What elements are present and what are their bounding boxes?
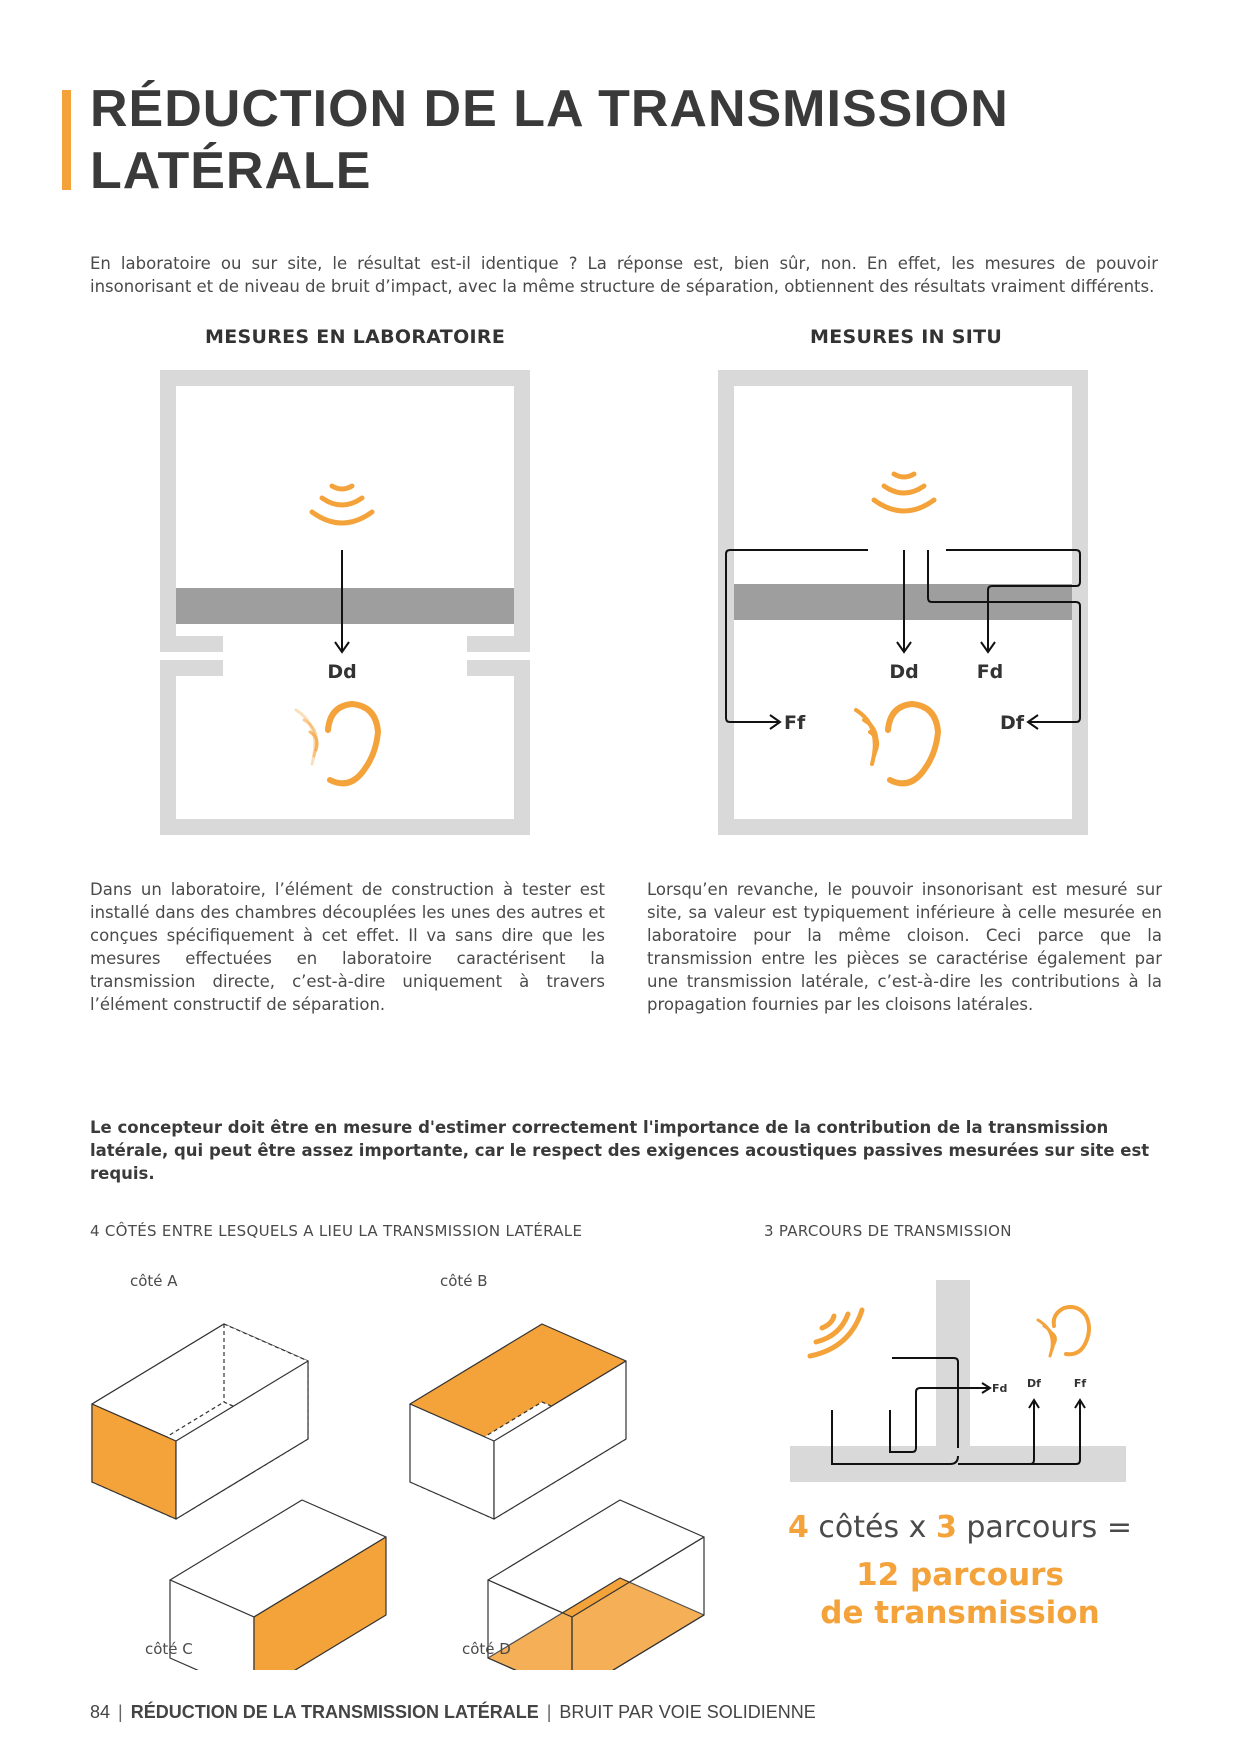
three-paths-diagram — [780, 1270, 1140, 1490]
designer-note: Le concepteur doit être en mesure d'estimer correctement l'importance de la contribution de la transmission latérale, qui peut être assez importante, car le respect des exigences acoustiques passives mesurées sur site est requis. — [90, 1118, 1150, 1183]
side-b-label: côté B — [440, 1272, 488, 1290]
page-title — [90, 78, 1009, 202]
situ-speaker-icon — [874, 474, 934, 511]
lab-speaker-icon — [312, 486, 372, 523]
situ-label-dd: Dd — [889, 661, 919, 683]
situ-ear-icon — [856, 704, 938, 783]
paths-label-fd: Fd — [992, 1382, 1008, 1395]
situ-label-ff: Ff — [784, 712, 806, 734]
situ-paragraph: Lorsqu’en revanche, le pouvoir insonorisant est mesuré sur site, sa valeur est typiquement inférieure à celle mesurée en laboratoire pour la même cloison. Ceci parce que la transmission entre les pièces se caractérise également par une transmission latérale, c’est-à-dire les contributions à la propagation fournies par les cloisons latérales. — [647, 880, 1162, 1014]
page-title-line2: LATÉRALE — [90, 142, 372, 200]
formula-line — [780, 1510, 1140, 1545]
paths-speaker-icon — [810, 1310, 862, 1356]
page-footer: 84 | RÉDUCTION DE LA TRANSMISSION LATÉRALE | BRUIT PAR VOIE SOLIDIENNE — [90, 1702, 816, 1722]
situ-title: MESURES IN SITU — [810, 326, 1003, 348]
formula-n2: 3 — [935, 1510, 957, 1545]
side-c-label: côté C — [145, 1640, 193, 1658]
result-line2: de transmission — [820, 1595, 1100, 1631]
sides-title: 4 CÔTÉS ENTRE LESQUELS A LIEU LA TRANSMISSION LATÉRALE — [90, 1222, 583, 1240]
four-sides-diagram — [80, 1270, 720, 1670]
formula-n1: 4 — [788, 1510, 809, 1545]
paths-wall — [936, 1280, 970, 1460]
lab-ear-icon — [296, 704, 378, 783]
box-side-a — [92, 1324, 308, 1519]
lab-title: MESURES EN LABORATOIRE — [205, 326, 506, 348]
lab-paragraph: Dans un laboratoire, l’élément de construction à tester est installé dans des chambres découplées les unes des autres et conçues spécifiquement à cet effet. Il va sans dire que les mesures effectuées en laboratoire caractérisent la transmission directe, c’est-à-dire uniquement à travers l’élément constructif de séparation. — [90, 880, 605, 1014]
intro-paragraph: En laboratoire ou sur site, le résultat est-il identique ? La réponse est, bien sûr, non. En effet, les mesures de pouvoir insonorisant et de niveau de bruit d’impact, avec la même structure de séparation, obtiennent des résultats vraiment différents. — [90, 254, 1158, 296]
lab-diagram — [150, 360, 540, 840]
page-title-line1: RÉDUCTION DE LA TRANSMISSION — [90, 80, 1009, 138]
footer-section: RÉDUCTION DE LA TRANSMISSION LATÉRALE — [130, 1702, 539, 1722]
formula-t1: côtés x — [808, 1510, 936, 1545]
situ-paths — [726, 550, 1080, 729]
lab-label-dd: Dd — [327, 661, 357, 683]
lab-separating-slab — [176, 588, 514, 624]
paths-ear-icon — [1038, 1307, 1089, 1356]
box-side-b — [410, 1324, 626, 1519]
box-side-c — [170, 1500, 386, 1670]
situ-label-df: Df — [999, 712, 1024, 734]
footer-chapter: BRUIT PAR VOIE SOLIDIENNE — [559, 1702, 816, 1722]
result-line1: 12 parcours — [856, 1557, 1064, 1593]
title-accent-bar — [62, 90, 71, 190]
box-side-d — [488, 1500, 704, 1670]
paths-label-df: Df — [1027, 1377, 1041, 1390]
situ-diagram — [708, 360, 1108, 840]
paths-title: 3 PARCOURS DE TRANSMISSION — [764, 1222, 1012, 1240]
side-a-label: côté A — [130, 1272, 178, 1290]
formula-result — [780, 1556, 1140, 1632]
side-d-label: côté D — [462, 1640, 511, 1658]
paths-label-ff: Ff — [1073, 1377, 1087, 1390]
formula-t2: parcours = — [956, 1510, 1132, 1545]
situ-label-fd: Fd — [976, 661, 1004, 683]
page-number: 84 — [90, 1702, 111, 1722]
